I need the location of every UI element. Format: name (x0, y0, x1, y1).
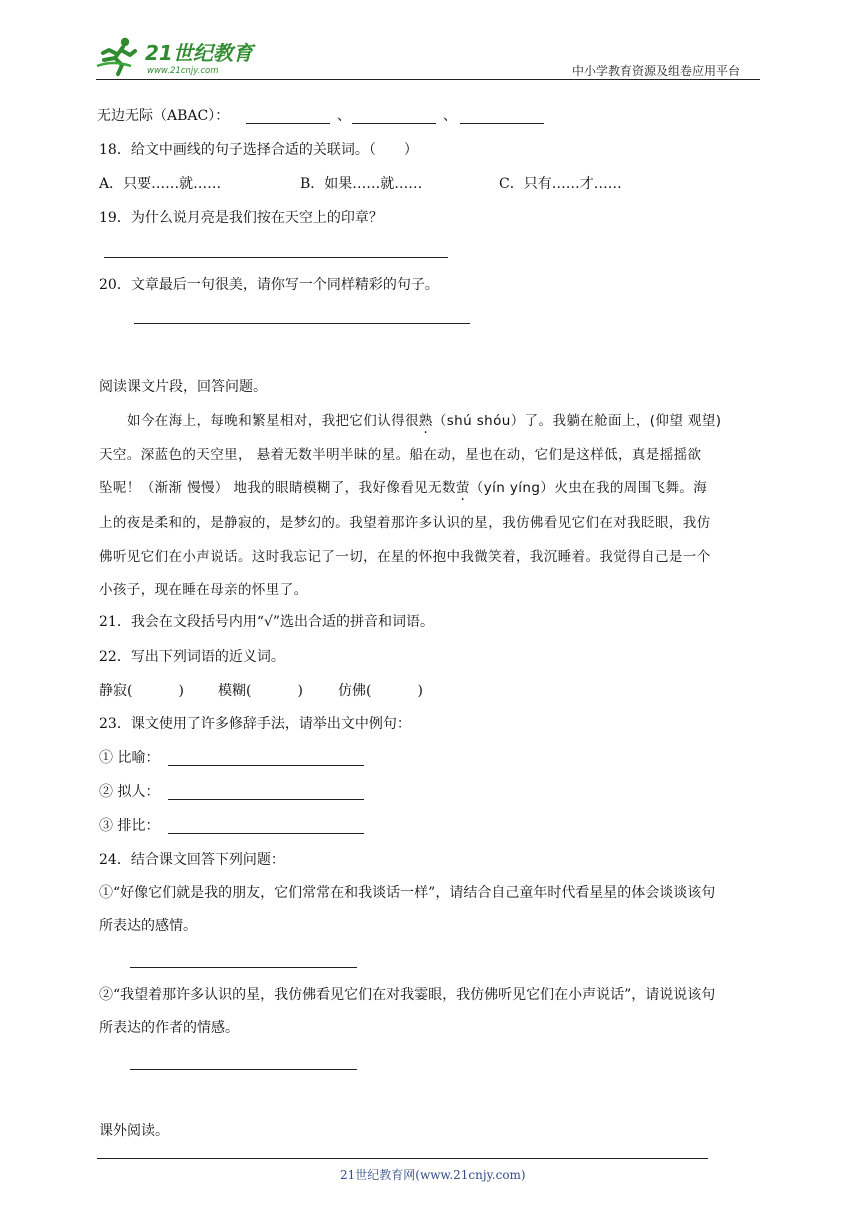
abac-prompt: 无边无际（ABAC）： (97, 108, 230, 124)
passage-line: 坠呢！（渐渐 慢慢） 地我的眼睛模糊了，我好像看见无数萤（yín yíng）火虫在我的周围飞舞。海 (99, 480, 708, 496)
answer-blank[interactable] (352, 123, 436, 124)
answer-line[interactable] (168, 799, 364, 800)
synonym-item: 仿佛( ) (338, 683, 423, 699)
answer-line[interactable] (130, 1069, 357, 1070)
sub-question-2: ②“我望着那许多认识的星，我仿佛看见它们在对我霎眼，我仿佛听见它们在小声说话”，请说说该句 (99, 987, 716, 1003)
site-logo (95, 36, 260, 78)
answer-line[interactable] (168, 833, 364, 834)
passage-line: 小孩子，现在睡在母亲的怀里了。 (99, 582, 308, 598)
parallelism-label: ③ 排比： (99, 818, 160, 834)
question-21: 21．我会在文段括号内用“√”选出合适的拼音和词语。 (99, 614, 435, 630)
question-19: 19．为什么说月亮是我们按在天空上的印章？ (99, 210, 383, 226)
answer-line[interactable] (130, 967, 357, 968)
section-heading: 阅读课文片段，回答问题。 (99, 379, 267, 395)
option-c[interactable]: C．只有……才…… (499, 176, 622, 192)
separator: 、 (337, 108, 351, 124)
sub-question-1: ①“好像它们就是我的朋友，它们常常在和我谈话一样”，请结合自己童年时代看星星的体会谈谈该句 (99, 885, 716, 901)
passage-line: 如今在海上，每晚和繁星相对，我把它们认得很熟（shú shóu）了。我躺在舱面上，(仰望 观望) (127, 413, 722, 429)
question-22: 22．写出下列词语的近义词。 (99, 649, 285, 665)
section-heading: 课外阅读。 (99, 1123, 169, 1139)
answer-blank[interactable] (460, 123, 544, 124)
question-20: 20．文章最后一句很美，请你写一个同样精彩的句子。 (99, 277, 439, 293)
sub-question-2-cont: 所表达的作者的情感。 (99, 1020, 239, 1036)
answer-line[interactable] (168, 765, 364, 766)
separator: 、 (443, 108, 457, 124)
sub-question-1-cont: 所表达的感情。 (99, 918, 197, 934)
synonym-item: 静寂( ) (99, 683, 184, 699)
runner-icon (97, 38, 135, 74)
personification-label: ② 拟人： (99, 784, 160, 800)
question-18: 18．给文中画线的句子选择合适的关联词。（ ） (99, 142, 418, 158)
passage-line: 佛听见它们在小声说话。这时我忘记了一切，在星的怀抱中我微笑着，我沉睡着。我觉得自己是一个 (99, 549, 711, 565)
option-b[interactable]: B．如果……就…… (300, 176, 423, 192)
platform-name: 中小学教育资源及组卷应用平台 (572, 64, 741, 78)
answer-line[interactable] (134, 323, 470, 324)
answer-line[interactable] (104, 257, 448, 258)
passage-line: 上的夜是柔和的，是静寂的，是梦幻的。我望着那许多认识的星，我仿佛看见它们在对我眨眼，我仿 (99, 515, 711, 531)
synonym-item: 模糊( ) (218, 683, 303, 699)
metaphor-label: ① 比喻： (99, 750, 160, 766)
question-23: 23．课文使用了许多修辞手法，请举出文中例句： (99, 716, 411, 732)
passage-line: 天空。深蓝色的天空里， 悬着无数半明半昧的星。船在动，星也在动，它们是这样低，真是摇摇欲 (99, 447, 702, 463)
logo-url: www.21cnjy.com (147, 66, 219, 76)
footer-text: 21世纪教育网(www.21cnjy.com) (340, 1168, 526, 1182)
answer-blank[interactable] (246, 123, 330, 124)
option-a[interactable]: A．只要……就…… (99, 176, 222, 192)
footer-divider (97, 1158, 708, 1159)
header-divider (96, 79, 760, 80)
question-24: 24．结合课文回答下列问题： (99, 852, 285, 868)
logo-text: 21世纪教育 (145, 41, 253, 65)
